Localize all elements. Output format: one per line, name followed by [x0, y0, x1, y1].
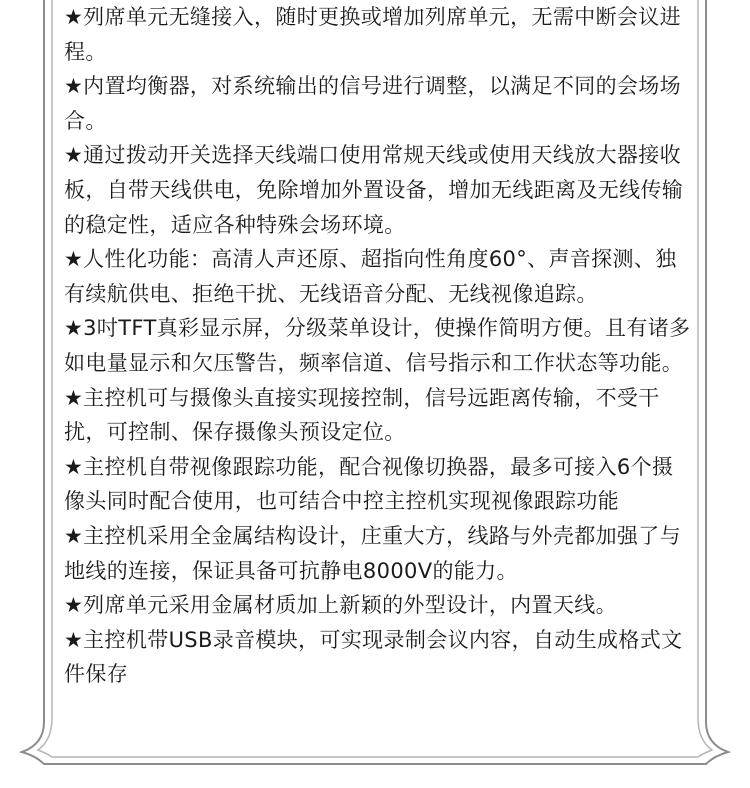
feature-text: ★主控机带USB录音模块，可实现录制会议内容，自动生成格式文件保存	[64, 627, 683, 687]
feature-item	[64, 69, 694, 138]
feature-text: ★列席单元无缝接入，随时更换或增加列席单元，无需中断会议进程。	[64, 5, 681, 64]
feature-text: ★主控机自带视像跟踪功能，配合视像切换器，最多可接入6个摄像头同时配合使用，也可结合中控主控机实现视像跟踪功能	[64, 454, 674, 514]
feature-text: ★主控机可与摄像头直接实现接控制，信号远距离传输，不受干扰，可控制、保存摄像头预设定位。	[64, 385, 660, 445]
feature-item	[64, 242, 694, 311]
feature-item	[64, 381, 694, 450]
feature-item	[64, 138, 694, 242]
feature-text: ★人性化功能：高清人声还原、超指向性角度60°、声音探测、独有续航供电、拒绝干扰、无线语音分配、无线视像追踪。	[64, 247, 677, 306]
feature-text: ★3吋TFT真彩显示屏，分级菜单设计，使操作简明方便。且有诸多如电量显示和欠压警告，频率信道、信号指示和工作状态等功能。	[64, 316, 691, 375]
feature-item	[64, 588, 694, 623]
feature-item	[64, 623, 694, 692]
feature-text: ★列席单元采用金属材质加上新颖的外型设计，内置天线。	[64, 593, 617, 618]
feature-text: ★通过拨动开关选择天线端口使用常规天线或使用天线放大器接收板，自带天线供电，免除增加外置设备，增加无线距离及无线传输的稳定性，适应各种特殊会场环境。	[64, 143, 684, 237]
feature-list	[64, 0, 694, 692]
feature-item	[64, 450, 694, 519]
feature-text: ★内置均衡器，对系统输出的信号进行调整，以满足不同的会场场合。	[64, 74, 681, 133]
feature-item	[64, 311, 694, 380]
feature-item	[64, 519, 694, 588]
feature-item	[64, 0, 694, 69]
feature-text: ★主控机采用全金属结构设计，庄重大方，线路与外壳都加强了与地线的连接，保证具备可抗静电8000V的能力。	[64, 523, 681, 583]
